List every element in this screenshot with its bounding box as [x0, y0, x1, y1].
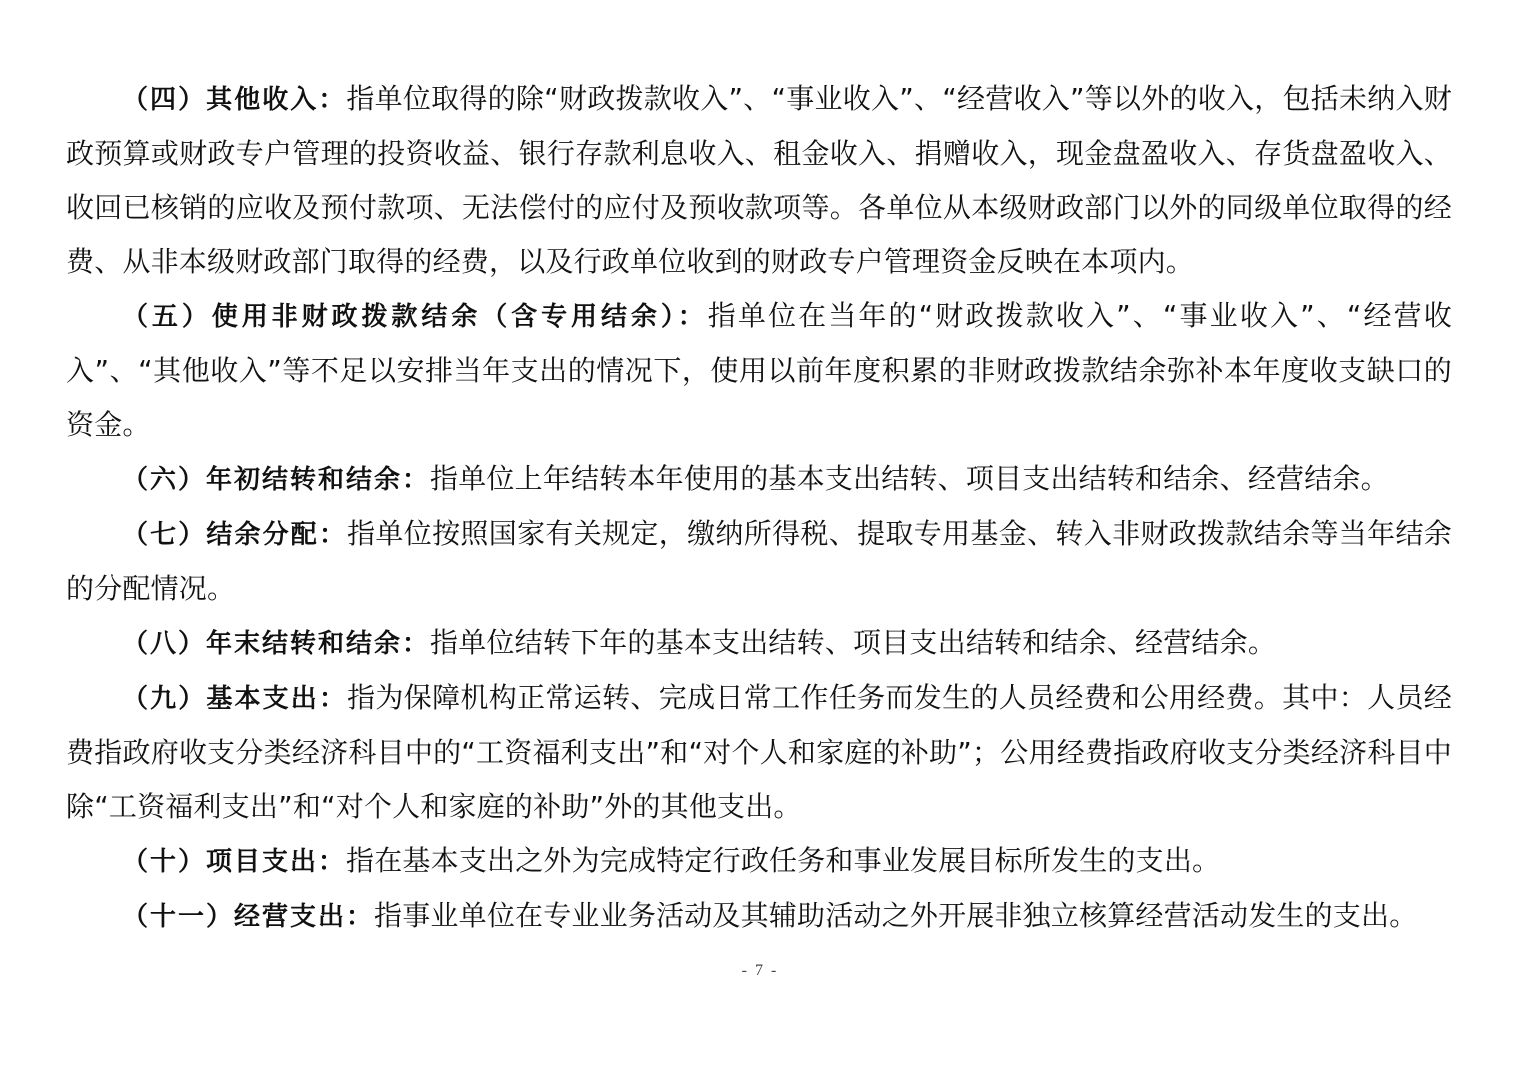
- term-heading: （九）基本支出：: [122, 684, 348, 714]
- paragraph-other-income: [66, 72, 1452, 289]
- term-heading: （十一）经营支出：: [122, 902, 375, 932]
- definition-text: 指单位取得的除“财政拨款收入”、“事业收入”、“经营收入”等以外的收入，包括未纳入财政预算或财政专户管理的投资收益、银行存款利息收入、租金收入、捐赠收入，现金盘盈收入、存货盘盈收入、收回已核销的应收及预付款项、无法偿付的应付及预收款项等。各单位从本级财政部门以外的同级单位取得的经费、从非本级财政部门取得的经费，以及行政单位收到的财政专户管理资金反映在本项内。: [66, 82, 1452, 278]
- definition-text: 指单位在当年的“财政拨款收入”、“事业收入”、“经营收入”、“其他收入”等不足以安排当年支出的情况下，使用以前年度积累的非财政拨款结余弥补本年度收支缺口的资金。: [66, 299, 1452, 441]
- term-heading: （五）使用非财政拨款结余（含专用结余）：: [122, 302, 708, 332]
- definition-text: 指为保障机构正常运转、完成日常工作任务而发生的人员经费和公用经费。其中：人员经费指政府收支分类经济科目中的“工资福利支出”和“对个人和家庭的补助”；公用经费指政府收支分类经济科目中除“工资福利支出”和“对个人和家庭的补助”外的其他支出。: [66, 681, 1452, 823]
- term-heading: （七）结余分配：: [122, 520, 348, 550]
- paragraph-operating-expenditure: [66, 889, 1452, 944]
- term-heading: （六）年初结转和结余：: [122, 465, 431, 495]
- definition-text: 指单位结转下年的基本支出结转、项目支出结转和结余、经营结余。: [430, 626, 1277, 659]
- definition-text: 指单位按照国家有关规定，缴纳所得税、提取专用基金、转入非财政拨款结余等当年结余的分配情况。: [66, 517, 1452, 605]
- definition-text: 指在基本支出之外为完成特定行政任务和事业发展目标所发生的支出。: [346, 844, 1221, 877]
- term-heading: （十）项目支出：: [122, 847, 347, 877]
- definition-text: 指单位上年结转本年使用的基本支出结转、项目支出结转和结余、经营结余。: [430, 462, 1389, 495]
- document-body: [66, 72, 1452, 944]
- paragraph-year-end-carryover: [66, 616, 1452, 671]
- page-number: - 7 -: [741, 962, 779, 979]
- term-heading: （四）其他收入：: [122, 85, 347, 115]
- term-heading: （八）年末结转和结余：: [122, 629, 431, 659]
- paragraph-basic-expenditure: [66, 671, 1452, 834]
- definition-text: 指事业单位在专业业务活动及其辅助活动之外开展非独立核算经营活动发生的支出。: [374, 899, 1418, 932]
- paragraph-use-of-non-fiscal-balance: [66, 289, 1452, 452]
- paragraph-balance-distribution: [66, 507, 1452, 616]
- paragraph-beginning-carryover: [66, 452, 1452, 507]
- paragraph-project-expenditure: [66, 834, 1452, 889]
